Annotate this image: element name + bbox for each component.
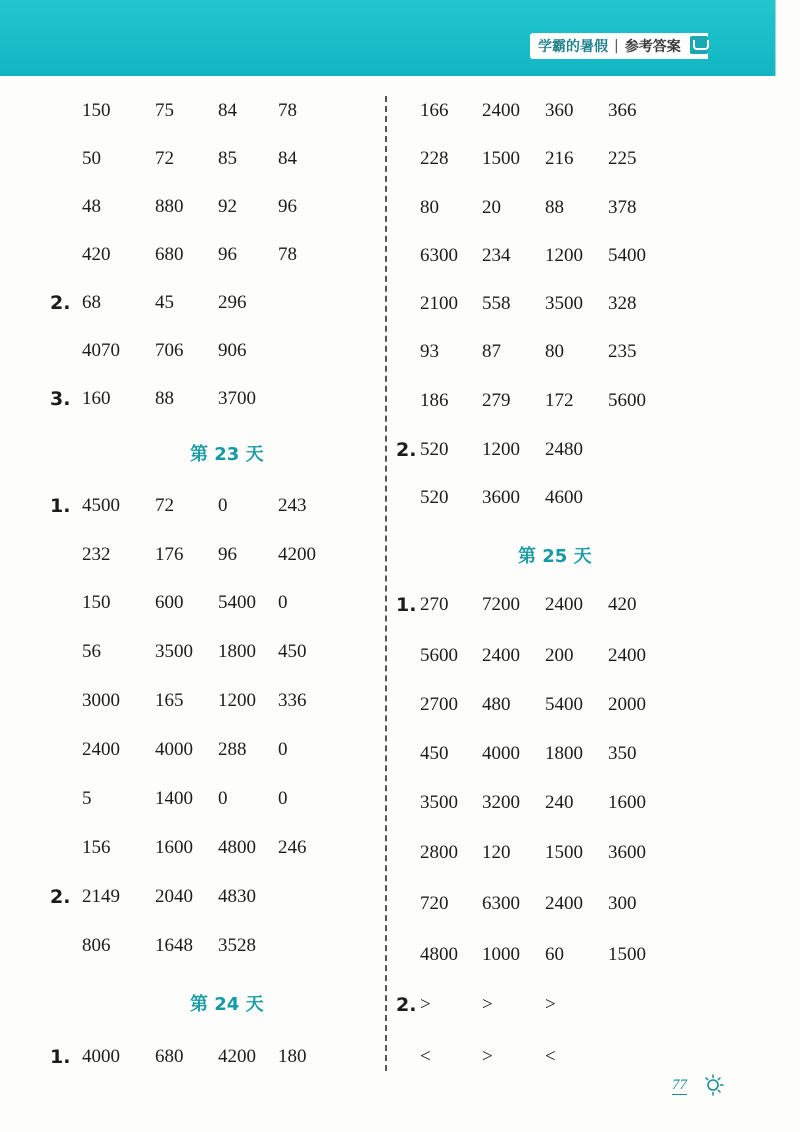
answer-value: 150 — [82, 592, 111, 613]
answer-value: 0 — [218, 788, 228, 809]
answer-value: 72 — [155, 148, 174, 169]
section-title: 第 25 天 — [518, 546, 592, 567]
answer-value: 2149 — [82, 886, 120, 907]
answer-value: 60 — [545, 944, 564, 965]
sun-icon — [700, 1072, 724, 1096]
answer-value: 1000 — [482, 944, 520, 965]
answer-row — [0, 483, 780, 513]
answer-value: 1400 — [155, 788, 193, 809]
answer-value: 3600 — [608, 842, 646, 863]
answer-value: > — [545, 994, 556, 1015]
answer-value: 20 — [482, 197, 501, 218]
answer-value: 1800 — [218, 641, 256, 662]
answer-value: 6300 — [482, 893, 520, 914]
answer-value: 87 — [482, 341, 501, 362]
answer-value: 3500 — [420, 792, 458, 813]
answer-value: 4000 — [82, 1046, 120, 1067]
answer-value: 4070 — [82, 340, 120, 361]
question-number: 1. — [50, 1046, 71, 1068]
answer-value: 2400 — [482, 645, 520, 666]
answer-value: 172 — [545, 390, 574, 411]
answer-value: 1200 — [482, 439, 520, 460]
answer-value: < — [420, 1046, 431, 1067]
header-title: 学霸的暑假 — [538, 39, 608, 55]
answer-row — [0, 144, 780, 174]
header-subtitle: 参考答案 — [624, 39, 681, 55]
answer-value: 480 — [482, 694, 511, 715]
answer-value: > — [482, 1046, 493, 1067]
answer-value: 166 — [420, 100, 449, 121]
answer-value: 1500 — [608, 944, 646, 965]
answer-value: 0 — [218, 495, 228, 516]
answer-value: > — [420, 994, 431, 1015]
section-title: 第 24 天 — [190, 994, 264, 1015]
answer-value: 200 — [545, 645, 574, 666]
header-tab — [530, 33, 708, 59]
answer-value: 378 — [608, 197, 637, 218]
answer-value: 1200 — [545, 245, 583, 266]
answer-value: 906 — [218, 340, 247, 361]
answer-value: 1600 — [155, 837, 193, 858]
answer-value: 68 — [82, 292, 101, 313]
answer-value: 6300 — [420, 245, 458, 266]
answer-value: 232 — [82, 544, 111, 565]
answer-value: 336 — [278, 690, 307, 711]
answer-value: 4200 — [218, 1046, 256, 1067]
answer-value: 706 — [155, 340, 184, 361]
answer-value: 88 — [545, 197, 564, 218]
answer-value: 4800 — [420, 944, 458, 965]
answer-row — [0, 641, 780, 671]
answer-value: 120 — [482, 842, 511, 863]
answer-value: 243 — [278, 495, 307, 516]
answer-value: 225 — [608, 148, 637, 169]
answer-row — [0, 386, 780, 416]
answer-row — [0, 788, 780, 818]
answer-value: 96 — [278, 196, 297, 217]
answer-value: 75 — [155, 100, 174, 121]
book-icon — [690, 36, 708, 54]
answer-row — [0, 739, 780, 769]
answer-value: 5400 — [218, 592, 256, 613]
answer-value: 246 — [278, 837, 307, 858]
section-title: 第 23 天 — [190, 444, 264, 465]
answer-value: 2400 — [82, 739, 120, 760]
answer-value: 84 — [278, 148, 297, 169]
answer-value: 5600 — [420, 645, 458, 666]
answer-value: 5400 — [608, 245, 646, 266]
answer-value: 4000 — [482, 743, 520, 764]
answer-value: 2400 — [545, 893, 583, 914]
answer-value: 240 — [545, 792, 574, 813]
answer-value: 3700 — [218, 388, 256, 409]
answer-row — [0, 940, 780, 970]
answer-value: 4800 — [218, 837, 256, 858]
answer-value: 150 — [82, 100, 111, 121]
answer-value: 4500 — [82, 495, 120, 516]
answer-value: 4600 — [545, 487, 583, 508]
answer-value: 0 — [278, 739, 288, 760]
question-number: 2. — [50, 886, 71, 908]
answer-value: 96 — [218, 244, 237, 265]
answer-value: 56 — [82, 641, 101, 662]
answer-value: 270 — [420, 594, 449, 615]
answer-value: 7200 — [482, 594, 520, 615]
answer-value: 360 — [545, 100, 574, 121]
answer-value: 235 — [608, 341, 637, 362]
answer-value: 78 — [278, 100, 297, 121]
answer-value: 2480 — [545, 439, 583, 460]
page-number: 77 — [672, 1077, 687, 1093]
answer-value: 85 — [218, 148, 237, 169]
answer-value: 0 — [278, 592, 288, 613]
answer-value: 450 — [278, 641, 307, 662]
answer-row — [0, 337, 780, 367]
answer-value: 2040 — [155, 886, 193, 907]
question-number: 3. — [50, 388, 71, 410]
answer-value: 1800 — [545, 743, 583, 764]
answer-row — [0, 540, 780, 570]
answer-value: 520 — [420, 487, 449, 508]
answer-row — [0, 690, 780, 720]
answer-row — [0, 435, 780, 465]
answer-value: 2700 — [420, 694, 458, 715]
answer-value: 84 — [218, 100, 237, 121]
answer-row — [0, 990, 780, 1020]
answer-row — [0, 289, 780, 319]
answer-value: 3200 — [482, 792, 520, 813]
answer-value: 1500 — [482, 148, 520, 169]
answer-row — [0, 590, 780, 620]
answer-value: 5400 — [545, 694, 583, 715]
answer-value: 1600 — [608, 792, 646, 813]
question-number: 2. — [396, 994, 417, 1016]
answer-value: 50 — [82, 148, 101, 169]
answer-value: 180 — [278, 1046, 307, 1067]
answer-value: 880 — [155, 196, 184, 217]
answer-value: 4200 — [278, 544, 316, 565]
answer-value: 680 — [155, 244, 184, 265]
answer-value: 88 — [155, 388, 174, 409]
answer-value: 288 — [218, 739, 247, 760]
answer-value: 160 — [82, 388, 111, 409]
answer-value: > — [482, 994, 493, 1015]
answer-value: 3500 — [155, 641, 193, 662]
answer-value: 420 — [608, 594, 637, 615]
answer-value: 296 — [218, 292, 247, 313]
answer-value: 228 — [420, 148, 449, 169]
answer-value: 2800 — [420, 842, 458, 863]
answer-row — [0, 96, 780, 126]
answer-row — [0, 889, 780, 919]
answer-value: 80 — [545, 341, 564, 362]
question-number: 2. — [50, 292, 71, 314]
answer-row — [0, 241, 780, 271]
answer-value: 2100 — [420, 293, 458, 314]
answer-value: 3500 — [545, 293, 583, 314]
answer-value: 2400 — [608, 645, 646, 666]
answer-value: 806 — [82, 935, 111, 956]
answer-value: 92 — [218, 196, 237, 217]
header-edge-rule — [775, 0, 776, 76]
answer-value: 5600 — [608, 390, 646, 411]
answer-value: < — [545, 1046, 556, 1067]
question-number: 1. — [50, 495, 71, 517]
answer-value: 279 — [482, 390, 511, 411]
answer-value: 156 — [82, 837, 111, 858]
question-number: 1. — [396, 594, 417, 616]
answer-value: 520 — [420, 439, 449, 460]
answer-value: 1648 — [155, 935, 193, 956]
answer-value: 5 — [82, 788, 92, 809]
answer-value: 72 — [155, 495, 174, 516]
answer-value: 2400 — [482, 100, 520, 121]
answer-value: 234 — [482, 245, 511, 266]
answer-value: 80 — [420, 197, 439, 218]
answer-value: 328 — [608, 293, 637, 314]
answer-value: 300 — [608, 893, 637, 914]
answer-value: 450 — [420, 743, 449, 764]
answer-value: 558 — [482, 293, 511, 314]
answer-value: 48 — [82, 196, 101, 217]
answer-value: 216 — [545, 148, 574, 169]
answer-value: 4000 — [155, 739, 193, 760]
answer-value: 45 — [155, 292, 174, 313]
question-number: 2. — [396, 439, 417, 461]
answer-value: 3600 — [482, 487, 520, 508]
answer-value: 93 — [420, 341, 439, 362]
answer-row — [0, 838, 780, 868]
answer-value: 176 — [155, 544, 184, 565]
answer-value: 366 — [608, 100, 637, 121]
answer-value: 96 — [218, 544, 237, 565]
answer-value: 1500 — [545, 842, 583, 863]
answer-value: 186 — [420, 390, 449, 411]
answer-value: 1200 — [218, 690, 256, 711]
answer-value: 78 — [278, 244, 297, 265]
answer-value: 165 — [155, 690, 184, 711]
answer-value: 4830 — [218, 886, 256, 907]
answer-row — [0, 1042, 780, 1072]
answer-value: 680 — [155, 1046, 184, 1067]
header-separator: | — [614, 38, 619, 54]
answer-value: 3000 — [82, 690, 120, 711]
answer-value: 2000 — [608, 694, 646, 715]
answer-value: 600 — [155, 592, 184, 613]
answer-value: 420 — [82, 244, 111, 265]
answer-value: 2400 — [545, 594, 583, 615]
answer-row — [0, 193, 780, 223]
answer-value: 350 — [608, 743, 637, 764]
answer-value: 720 — [420, 893, 449, 914]
answer-value: 0 — [278, 788, 288, 809]
answer-value: 3528 — [218, 935, 256, 956]
